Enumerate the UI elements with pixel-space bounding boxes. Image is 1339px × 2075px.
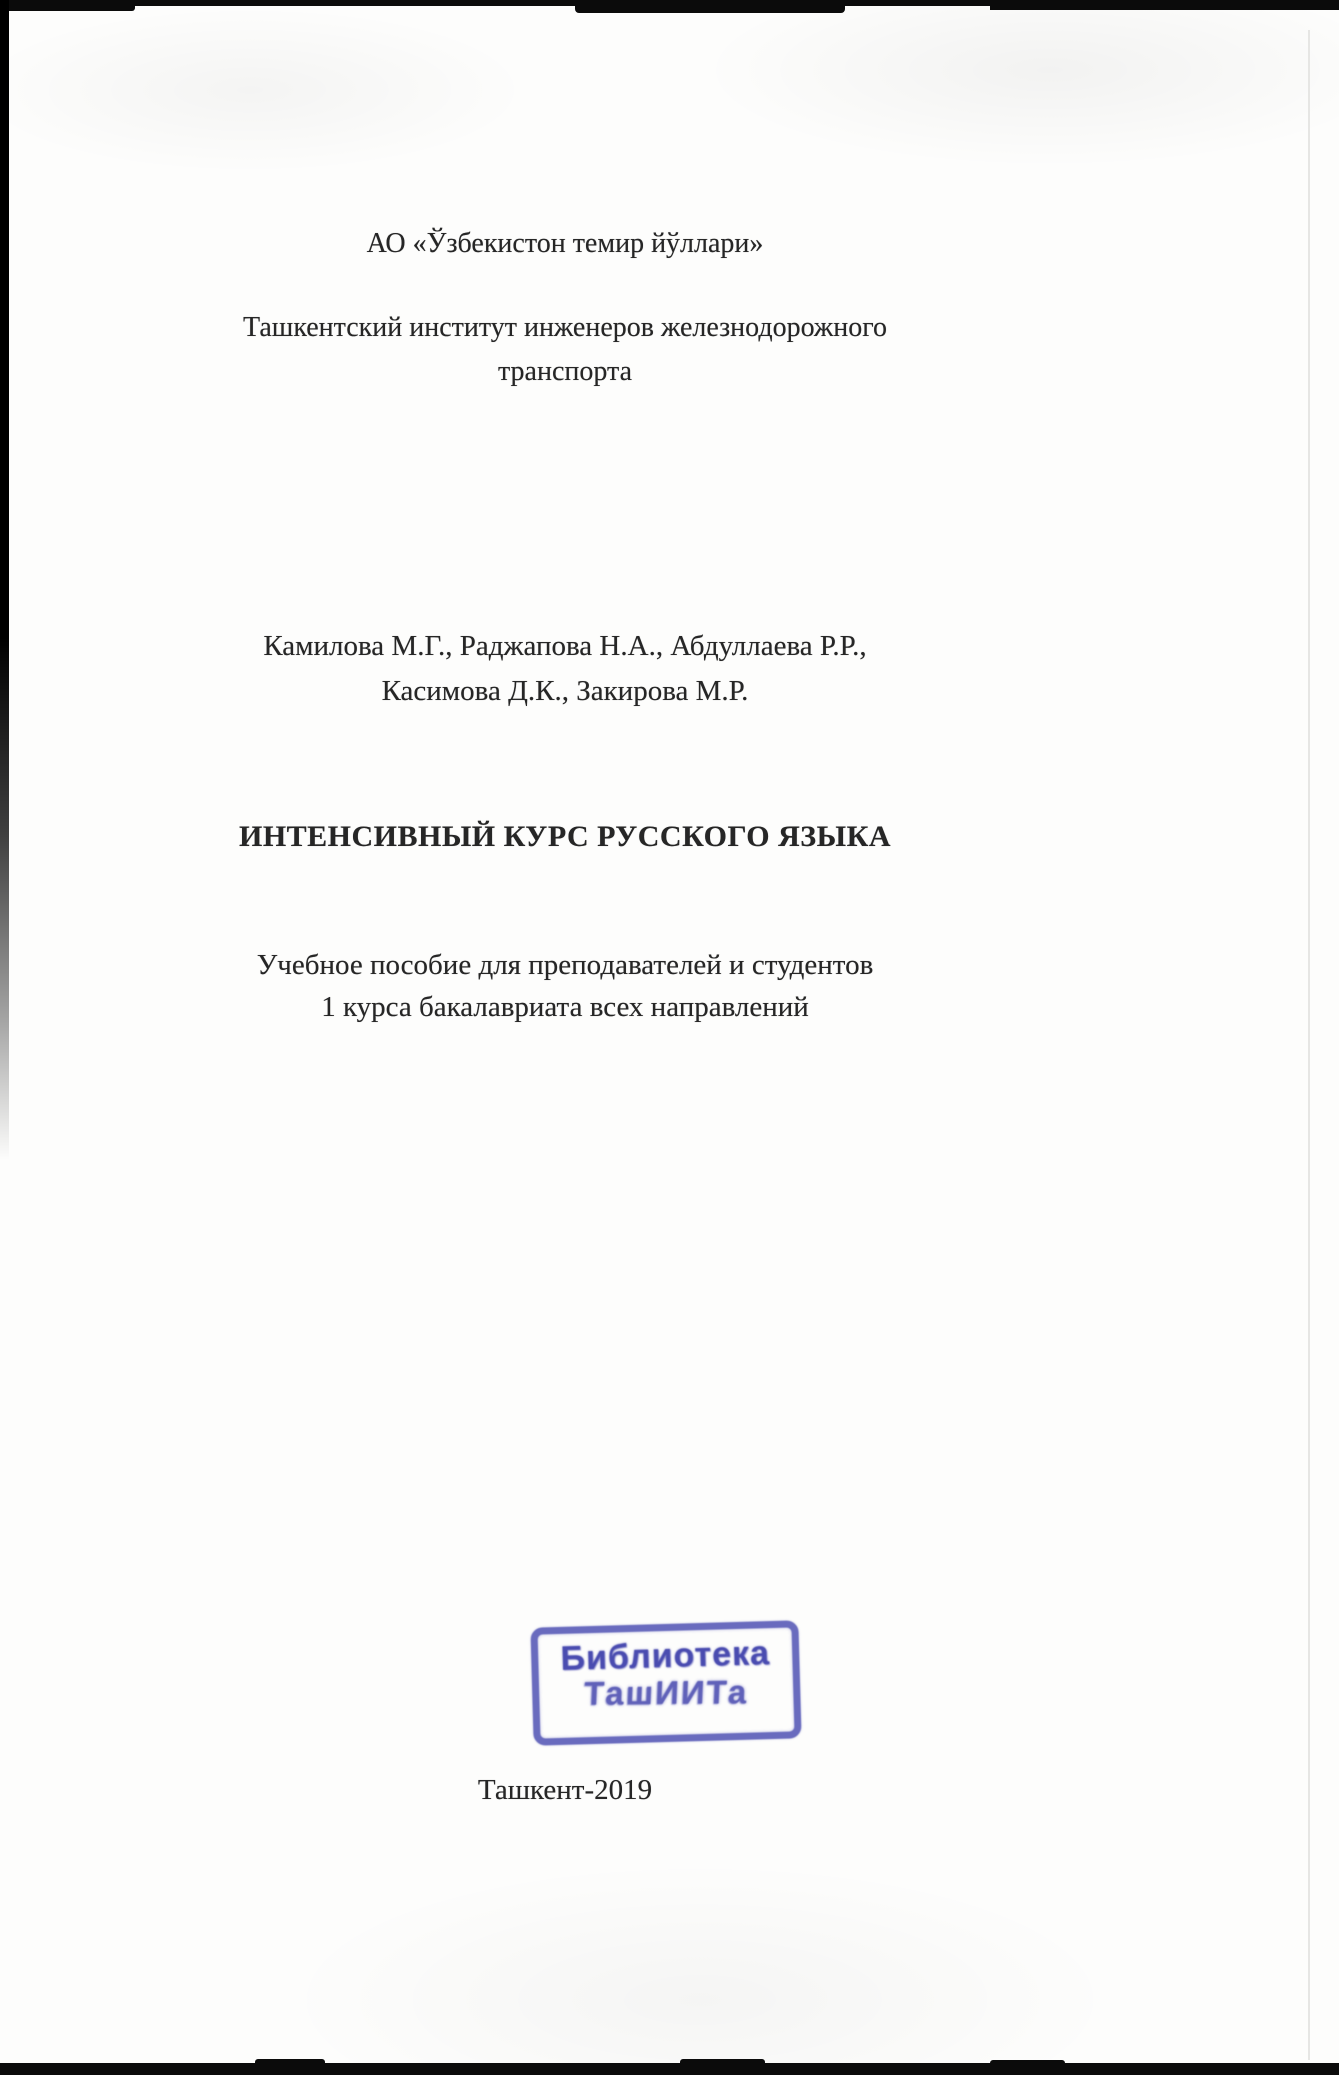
institution-line-1: Ташкентский институт инженеров железнодорожного bbox=[242, 312, 888, 343]
subtitle-line-2: 1 курса бакалавриата всех направлений bbox=[321, 991, 809, 1023]
authors-line-1: Камилова М.Г., Раджапова Н.А., Абдуллаева Р.Р., bbox=[263, 630, 867, 662]
city-year-imprint: Ташкент-2019 bbox=[477, 1774, 653, 1806]
subtitle-line-1: Учебное пособие для преподавателей и студентов bbox=[256, 949, 874, 981]
institution-line-2: транспорта bbox=[497, 356, 633, 387]
library-stamp-line-1: Библиотека bbox=[560, 1634, 771, 1678]
book-subtitle bbox=[0, 944, 1130, 1028]
organization-name: АО «Ўзбекистон темир йўллари» bbox=[366, 228, 764, 259]
library-stamp-line-2: ТашИИТа bbox=[583, 1673, 750, 1712]
scan-artifact-bottom-bump-1 bbox=[255, 2059, 325, 2065]
scan-artifact-top-middle bbox=[575, 0, 845, 13]
authors-line-2: Касимова Д.К., Закирова М.Р. bbox=[381, 675, 749, 707]
scan-artifact-bottom-bump-2 bbox=[680, 2059, 765, 2065]
institution-name bbox=[0, 306, 1130, 394]
scan-artifact-bottom-bump-3 bbox=[990, 2060, 1065, 2065]
authors-list bbox=[0, 624, 1130, 714]
library-stamp bbox=[530, 1620, 801, 1745]
book-title: ИНТЕНСИВНЫЙ КУРС РУССКОГО ЯЗЫКА bbox=[238, 820, 891, 853]
scan-artifact-bottom-edge bbox=[0, 2063, 1339, 2075]
scan-artifact-top-left bbox=[0, 0, 135, 11]
page-edge-shadow bbox=[1308, 30, 1310, 2060]
scan-artifact-top-right bbox=[990, 0, 1339, 10]
